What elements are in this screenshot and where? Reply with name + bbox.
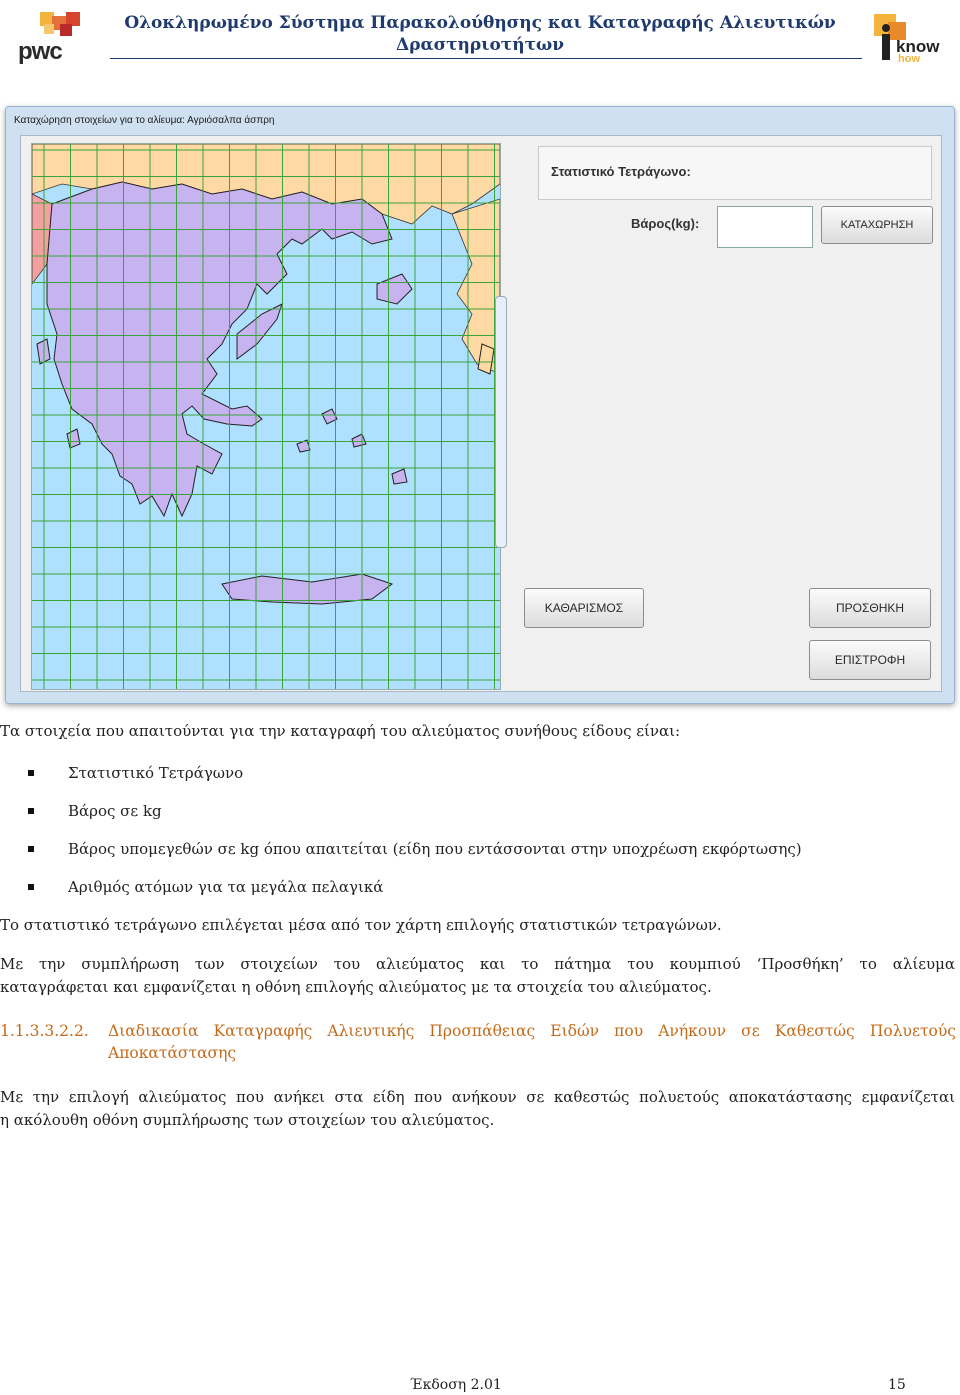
submit-button[interactable]: ΚΑΤΑΧΩΡΗΣΗ [821,206,933,244]
section-heading [0,1022,960,1068]
square-bullet-icon [28,770,34,776]
page-number: 15 [888,1377,906,1393]
clear-button[interactable]: ΚΑΘΑΡΙΣΜΟΣ [524,588,644,628]
weight-input[interactable] [717,206,813,248]
page-header [0,0,960,70]
paragraph-add-line2: καταγράφεται και εμφανίζεται η οθόνη επιλογής αλιεύματος με τα στοιχεία του αλιεύματος. [0,978,712,996]
list-item-text: Βάρος σε kg [68,802,162,820]
paragraph-add-line1: Με την συμπλήρωση των στοιχείων του αλιεύματος και το πάτημα του κουμπιού ‘Προσθήκη’ το αλίευμα [0,955,955,973]
list-item-text: Βάρος υπομεγεθών σε kg όπου απαιτείται (είδη που εντάσσονται στην υποχρέωση εκφόρτωσης) [68,840,802,858]
intro-text: Τα στοιχεία που απαιτούνται για την καταγραφή του αλιεύματος συνήθους είδους είναι: [0,722,681,740]
statistical-square-map[interactable] [31,143,501,690]
square-bullet-icon [28,808,34,814]
svg-text:know: know [896,37,940,56]
stat-square-label: Στατιστικό Τετράγωνο: [551,164,691,179]
pwc-logo-text: pwc [18,38,62,65]
map-scroll-handle[interactable] [495,296,507,548]
list-item-text: Στατιστικό Τετράγωνο [68,764,244,782]
list-item-text: Αριθμός ατόμων για τα μεγάλα πελαγικά [68,878,384,896]
weight-label: Βάρος(kg): [631,216,700,231]
document-title-line1: Ολοκληρωμένο Σύστημα Παρακολούθησης και Καταγραφής Αλιευτικών [124,13,836,33]
document-version: Έκδοση 2.01 [410,1377,502,1393]
window-title: Καταχώρηση στοιχείων για το αλίευμα: Αγριόσαλπα άσπρη [14,115,275,126]
iknow-logo [868,12,948,64]
paragraph-recovery-line1: Με την επιλογή αλιεύματος που ανήκει στα είδη που ανήκουν σε καθεστώς πολυετούς αποκατάστασης εμφανίζεται [0,1088,955,1106]
back-button[interactable]: ΕΠΙΣΤΡΟΦΗ [809,640,931,680]
document-title [110,12,850,56]
paragraph-recovery-line2: η ακόλουθη οθόνη συμπλήρωσης των στοιχείων του αλιεύματος. [0,1111,495,1129]
header-rule [110,58,862,59]
svg-text:how: how [898,53,920,64]
catch-entry-window [5,106,955,704]
section-title-line1: Διαδικασία Καταγραφής Αλιευτικής Προσπάθειας Ειδών που Ανήκουν σε Καθεστώς Πολυετούς [108,1022,956,1040]
section-number: 1.1.3.3.2.2. [0,1022,89,1040]
map-svg [32,144,500,689]
section-title-line2: Αποκατάστασης [108,1044,237,1062]
paragraph-map-selection: Το στατιστικό τετράγωνο επιλέγεται μέσα από τον χάρτη επιλογής στατιστικών τετραγώνων. [0,916,722,934]
window-client-area [20,135,942,692]
square-bullet-icon [28,846,34,852]
document-title-line2: Δραστηριοτήτων [396,35,564,55]
add-button[interactable]: ΠΡΟΣΘΗΚΗ [809,588,931,628]
square-bullet-icon [28,884,34,890]
